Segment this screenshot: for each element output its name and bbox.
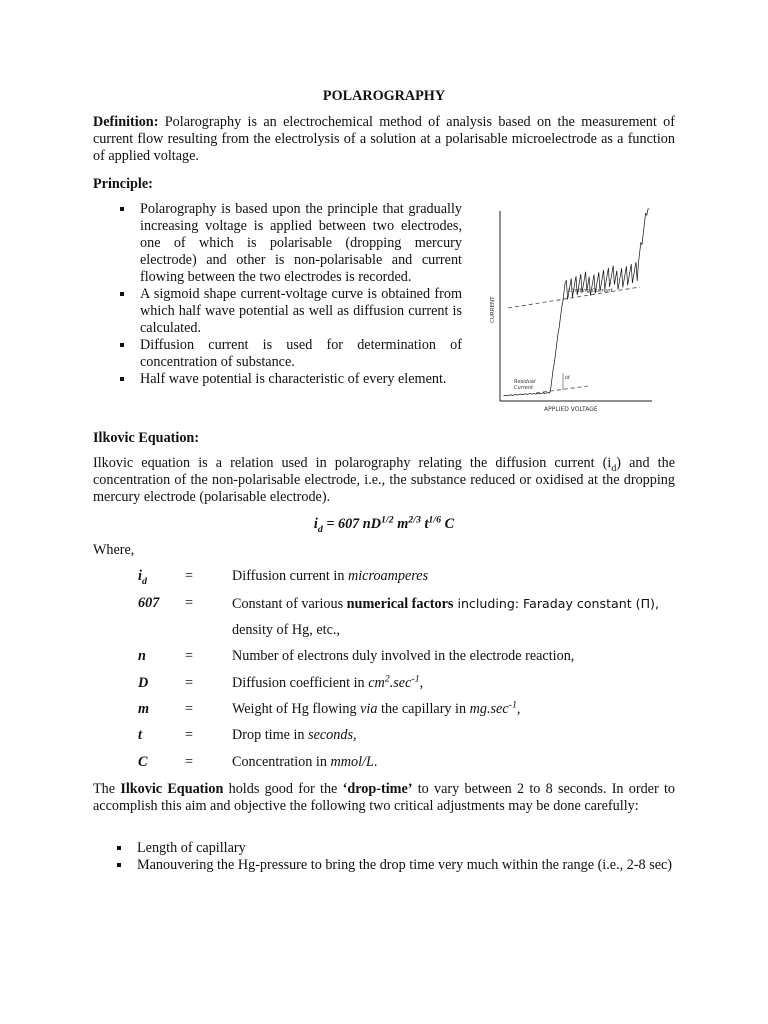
closing-paragraph: The Ilkovic Equation holds good for the ‘drop-time’ to vary between 2 to 8 seconds. In order to accomplish this aim and objective the following two critical adjustments may be done carefully:	[93, 781, 675, 814]
intro-text-a: Ilkovic equation is a relation used in polarography relating the diffusion current (i	[93, 455, 612, 471]
residual-current-label: Current	[514, 385, 533, 391]
term-symbol: t	[138, 727, 142, 743]
list-item: Half wave potential is characteristic of every element.	[118, 371, 462, 388]
residual-current-line	[536, 386, 588, 393]
term-description: Diffusion coefficient in $cm^2.\sec^{-1}$,	[232, 673, 424, 691]
eq-t: t	[420, 516, 429, 532]
principle-list	[118, 201, 462, 388]
term-row-607-cont	[138, 622, 698, 639]
term-row-id	[138, 568, 698, 585]
adjustment-list	[115, 840, 675, 874]
eq-main: = 607 nD	[322, 516, 381, 532]
term-description-cont: density of Hg, etc.,	[232, 622, 340, 638]
term-symbol: C	[138, 754, 148, 770]
term-equals: =	[185, 754, 194, 770]
page-title: POLAROGRAPHY	[322, 88, 446, 104]
list-item: Length of capillary	[115, 840, 675, 857]
ilkovic-intro	[93, 455, 675, 506]
ilkovic-heading: Ilkovic Equation:	[93, 430, 200, 446]
y-axis-label: CURRENT	[490, 296, 496, 323]
eq-exp-d: 1/2	[380, 514, 394, 526]
list-item: A sigmoid shape current-voltage curve is obtained from which half wave potential as well as diffusion current is calculated.	[118, 286, 462, 337]
principle-heading: Principle:	[93, 176, 153, 192]
list-item: Diffusion current is used for determination of concentration of substance.	[118, 337, 462, 371]
ilkovic-equation	[0, 516, 768, 533]
term-equals: =	[185, 648, 194, 664]
eq-c: C	[441, 516, 455, 532]
term-symbol: 607	[138, 595, 160, 611]
eq-exp-m: 2/3	[408, 514, 421, 526]
term-description: Diffusion current in microamperes	[232, 568, 429, 584]
limiting-current-label: Limiting Current	[568, 288, 613, 294]
intro-text-b: ) and the concentration of the non-polarisable electrode, i.e., the substance reduced or oxidised at the dropping mercury electrode (polarisable electrode).	[93, 455, 675, 505]
term-description: Number of electrons duly involved in the electrode reaction,	[232, 648, 575, 664]
definition-label: Definition:	[93, 114, 159, 130]
residual-current-label: Residual	[514, 379, 536, 385]
term-equals: =	[185, 595, 194, 611]
list-item: Manouvering the Hg-pressure to bring the drop time very much within the range (i.e., 2-8 sec)	[115, 857, 675, 874]
eq-d: d	[317, 523, 323, 535]
term-symbol: D	[138, 675, 149, 691]
term-symbol: $i_d$	[138, 568, 147, 587]
term-description: Drop time in seconds,	[232, 727, 357, 743]
term-row-n	[138, 648, 698, 665]
definition-paragraph	[93, 114, 675, 165]
term-description: Weight of Hg flowing via the capillary in $mg.\sec^{-1}$,	[232, 699, 521, 717]
term-row-607	[138, 595, 698, 612]
eq-i: i	[313, 516, 318, 532]
polarogram-curve	[504, 209, 649, 396]
id-marker-label: id	[565, 375, 570, 381]
x-axis-label: APPLIED VOLTAGE	[544, 406, 598, 413]
term-description: Concentration in mmol/L.	[232, 754, 378, 770]
term-equals: =	[185, 675, 194, 691]
eq-m: m	[393, 516, 409, 532]
term-row-m	[138, 701, 698, 718]
term-equals: =	[185, 701, 194, 717]
intro-subscript: d	[611, 462, 617, 474]
polarogram-figure	[480, 205, 658, 415]
list-item: Polarography is based upon the principle that gradually increasing voltage is applied between two electrodes, one of which is polarisable (dropping mercury electrode) and other is non-polarisable and current flowing between the two electrodes is recorded.	[118, 201, 462, 286]
term-equals: =	[185, 568, 194, 584]
where-label: Where,	[93, 542, 135, 558]
term-row-t	[138, 727, 698, 744]
term-row-C	[138, 754, 698, 771]
eq-exp-t: 1/6	[428, 514, 442, 526]
term-row-D	[138, 675, 698, 692]
term-description: Constant of various numerical factors including: Faraday constant (Π),	[232, 596, 659, 612]
term-equals: =	[185, 727, 194, 743]
term-symbol: m	[138, 701, 150, 717]
term-symbol: n	[138, 648, 146, 664]
definition-text: Polarography is an electrochemical method of analysis based on the measurement of current flow resulting from the electrolysis of a solution at a polarisable microelectrode as a function of applied voltage.	[93, 114, 675, 164]
